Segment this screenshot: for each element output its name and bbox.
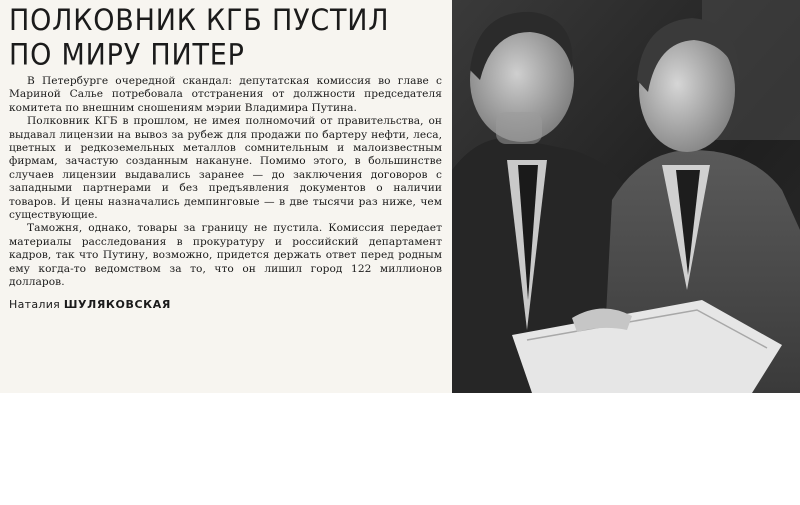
article-headline	[9, 4, 442, 73]
photo-illustration	[452, 0, 800, 393]
article-byline	[9, 298, 442, 311]
news-photo	[452, 0, 800, 393]
article-paragraph-3: Таможня, однако, товары за границу не пустила. Комиссия передает материалы расследования в прокуратуру и российский департамент кадров, так что Путину, возможно, придется держать ответ перед родным ему когда-то ведомством за то, что он лишил город 122 миллионов долларов.	[9, 222, 442, 289]
headline-line-2: ПО МИРУ ПИТЕР	[9, 38, 245, 73]
byline-first-name: Наталия	[9, 297, 61, 311]
article-body	[9, 75, 442, 290]
article-paragraph-2: Полковник КГБ в прошлом, не имея полномочий от правительства, он выдавал лицензии на вывоз за рубеж для продажи по бартеру нефти, леса, цветных и редкоземельных металлов сомнительным и малоизвестным фирмам, зачастую созданным накануне. Помимо этого, в большинстве случаев лицензии выдавались заранее — до заключения договоров с западными партнерами и без предъявления документов о наличии товаров. И цены назначались демпинговые — в две тысячи раз ниже, чем существующие.	[9, 115, 442, 222]
byline-surname: ШУЛЯКОВСКАЯ	[63, 297, 171, 311]
headline-line-1: ПОЛКОВНИК КГБ ПУСТИЛ	[9, 4, 390, 38]
article-paragraph-1: В Петербурге очередной скандал: депутатская комиссия во главе с Мариной Салье потребовала отстранения от должности председателя комитета по внешним сношениям мэрии Владимира Путина.	[9, 75, 442, 114]
article-column	[0, 0, 452, 393]
